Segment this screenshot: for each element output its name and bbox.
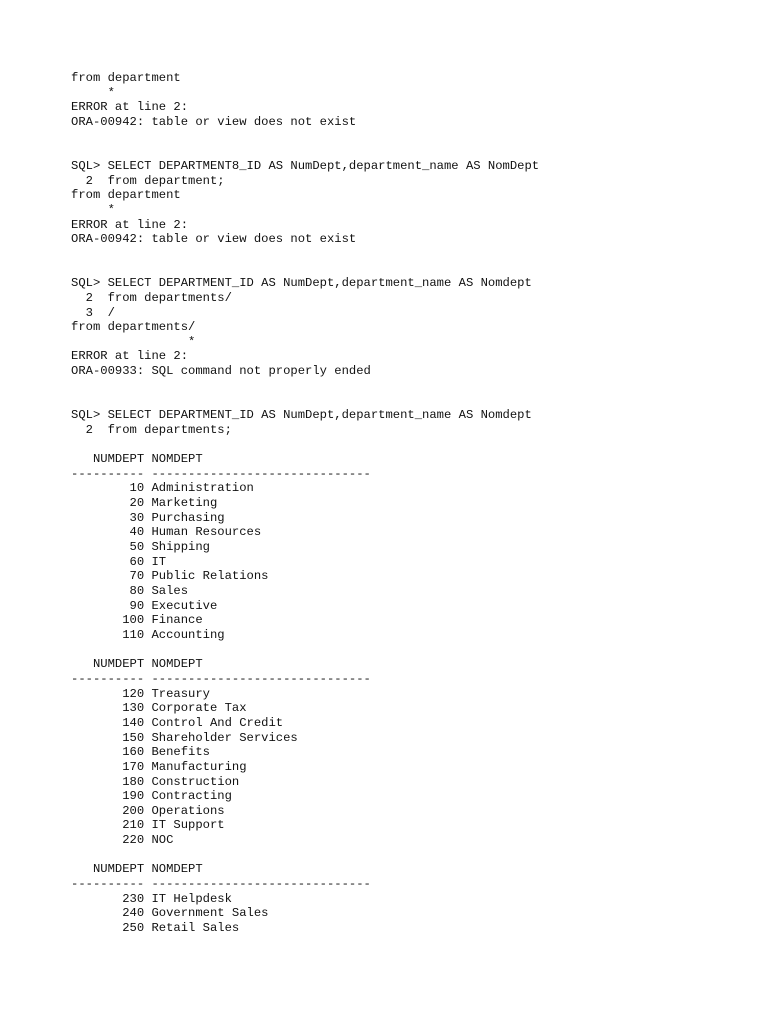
line-37: 90 Executive (71, 598, 218, 613)
line-54 (71, 848, 751, 863)
line-55: NUMDEPT NOMDEPT (71, 862, 203, 877)
line-51: 200 Operations (71, 803, 225, 818)
line-13 (71, 247, 751, 262)
line-22 (71, 379, 751, 394)
line-20: ERROR at line 2: (71, 349, 189, 364)
line-16: 2 from departments/ (71, 290, 232, 305)
line-23 (71, 393, 751, 408)
line-3: ERROR at line 2: (71, 100, 189, 115)
line-31: 30 Purchasing (71, 510, 225, 525)
line-47: 160 Benefits (71, 745, 210, 760)
line-5 (71, 130, 751, 145)
line-35: 70 Public Relations (71, 569, 269, 584)
line-38: 100 Finance (71, 613, 203, 628)
line-58: 240 Government Sales (71, 906, 269, 921)
line-48: 170 Manufacturing (71, 759, 247, 774)
line-28: ---------- ------------------------------ (71, 466, 371, 481)
line-45: 140 Control And Credit (71, 715, 284, 730)
line-4: ORA-00942: table or view does not exist (71, 114, 357, 129)
line-25: 2 from departments; (71, 422, 232, 437)
line-26 (71, 437, 751, 452)
line-42: ---------- ------------------------------ (71, 671, 371, 686)
line-21: ORA-00933: SQL command not properly ended (71, 364, 371, 379)
line-33: 50 Shipping (71, 540, 210, 554)
line-18: from departments/ (71, 320, 196, 335)
line-41: NUMDEPT NOMDEPT (71, 657, 203, 672)
line-59: 250 Retail Sales (71, 921, 240, 936)
line-32: 40 Human Resources (71, 525, 262, 540)
line-53: 220 NOC (71, 833, 174, 848)
line-2: * (71, 85, 115, 100)
line-1: from department (71, 71, 181, 85)
line-15: SQL> SELECT DEPARTMENT_ID AS NumDept,department_name AS Nomdept (71, 276, 532, 291)
line-24: SQL> SELECT DEPARTMENT_ID AS NumDept,department_name AS Nomdept (71, 408, 532, 423)
line-52: 210 IT Support (71, 818, 225, 833)
line-10: * (71, 202, 115, 217)
line-8: 2 from department; (71, 173, 225, 188)
line-43: 120 Treasury (71, 686, 210, 701)
line-29: 10 Administration (71, 481, 254, 496)
line-50: 190 Contracting (71, 789, 232, 804)
line-7: SQL> SELECT DEPARTMENT8_ID AS NumDept,department_name AS NomDept (71, 158, 540, 173)
line-57: 230 IT Helpdesk (71, 891, 232, 906)
line-39: 110 Accounting (71, 627, 225, 642)
line-9: from department (71, 188, 181, 203)
line-36: 80 Sales (71, 583, 189, 598)
line-56: ---------- ------------------------------ (71, 877, 371, 892)
line-60 (71, 936, 751, 951)
sqlplus-transcript (71, 71, 751, 950)
line-40 (71, 643, 751, 658)
line-19: * (71, 334, 196, 349)
line-12: ORA-00942: table or view does not exist (71, 232, 357, 247)
line-46: 150 Shareholder Services (71, 730, 298, 745)
line-49: 180 Construction (71, 774, 240, 789)
line-30: 20 Marketing (71, 496, 218, 511)
line-11: ERROR at line 2: (71, 217, 189, 232)
line-44: 130 Corporate Tax (71, 701, 247, 716)
line-34: 60 IT (71, 554, 167, 569)
line-6 (71, 144, 751, 159)
line-27: NUMDEPT NOMDEPT (71, 452, 203, 467)
line-17: 3 / (71, 305, 115, 320)
line-14 (71, 262, 751, 277)
